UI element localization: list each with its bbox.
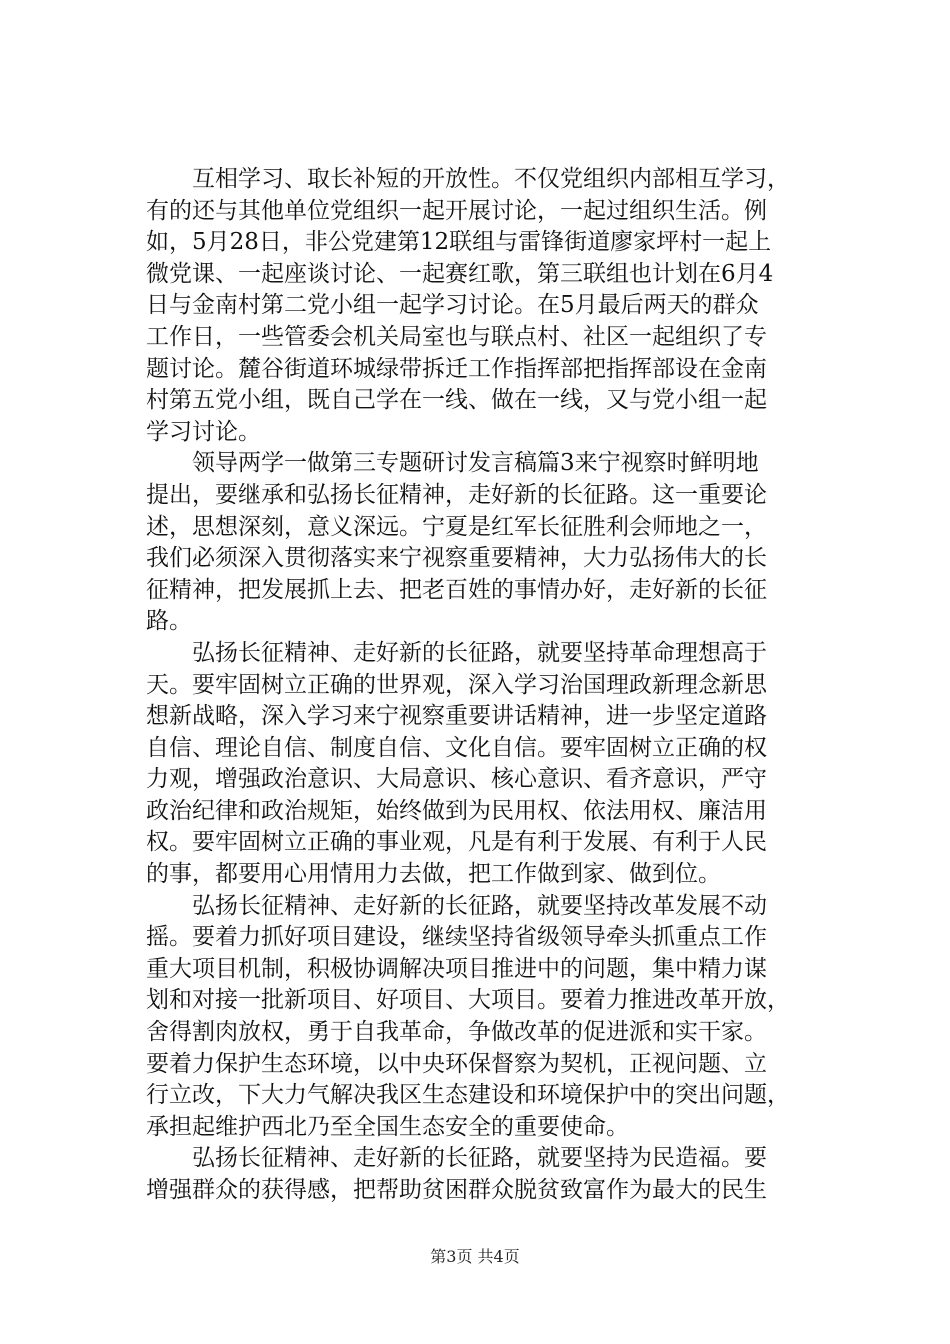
text-line: 弘扬长征精神、走好新的长征路，就要坚持改革发展不动 (146, 892, 767, 919)
text-line: 的事，都要用心用情用力去做，把工作做到家、做到位。 (146, 861, 721, 888)
text-line: 权。要牢固树立正确的事业观，凡是有利于发展、有利于人民 (146, 829, 767, 856)
text-line: 互相学习、取长补短的开放性。不仅党组织内部相互学习， (146, 166, 790, 192)
text-line: 重大项目机制，积极协调解决项目推进中的问题，集中精力谋 (146, 955, 767, 982)
text-line: 行立改，下大力气解决我区生态建设和环境保护中的突出问题， (146, 1082, 790, 1109)
text-line: 摇。要着力抓好项目建设，继续坚持省级领导牵头抓重点工作 (146, 924, 767, 951)
text-line: 日与金南村第二党小组一起学习讨论。在5月最后两天的群众 (146, 292, 759, 319)
text-line: 政治纪律和政治规矩，始终做到为民用权、依法用权、廉洁用 (146, 797, 767, 824)
text-line: 承担起维护西北乃至全国生态安全的重要使命。 (146, 1113, 629, 1140)
body-text (146, 164, 846, 1207)
text-line: 弘扬长征精神、走好新的长征路，就要坚持革命理想高于 (146, 639, 767, 666)
text-line: 村第五党小组，既自己学在一线、做在一线，又与党小组一起 (146, 387, 767, 414)
text-line: 工作日，一些管委会机关局室也与联点村、社区一起组织了专 (146, 323, 767, 350)
text-line: 我们必须深入贯彻落实来宁视察重要精神，大力弘扬伟大的长 (146, 545, 767, 572)
text-line: 舍得割肉放权，勇于自我革命，争做改革的促进派和实干家。 (146, 1019, 767, 1046)
text-line: 要着力保护生态环境，以中央环保督察为契机，正视问题、立 (146, 1050, 767, 1077)
text-line: 领导两学一做第三专题研讨发言稿篇3来宁视察时鲜明地 (146, 450, 759, 477)
text-line: 弘扬长征精神、走好新的长征路，就要坚持为民造福。要 (146, 1145, 767, 1172)
text-line: 提出，要继承和弘扬长征精神，走好新的长征路。这一重要论 (146, 481, 767, 508)
text-line: 征精神，把发展抓上去、把老百姓的事情办好，走好新的长征 (146, 576, 767, 603)
text-line: 天。要牢固树立正确的世界观，深入学习治国理政新理念新思 (146, 671, 767, 698)
text-line: 述，思想深刻，意义深远。宁夏是红军长征胜利会师地之一， (146, 513, 767, 540)
text-line: 微党课、一起座谈讨论、一起赛红歌，第三联组也计划在6月4 (146, 260, 774, 287)
text-line: 自信、理论自信、制度自信、文化自信。要牢固树立正确的权 (146, 734, 767, 761)
text-line: 路。 (146, 608, 192, 635)
text-line: 想新战略，深入学习来宁视察重要讲话精神，进一步坚定道路 (146, 703, 767, 730)
page-footer: 第3页 共4页 (430, 1247, 520, 1266)
text-line: 力观，增强政治意识、大局意识、核心意识、看齐意识，严守 (146, 766, 767, 793)
text-line: 学习讨论。 (146, 418, 261, 445)
text-line: 划和对接一批新项目、好项目、大项目。要着力推进改革开放， (146, 987, 790, 1014)
text-line: 增强群众的获得感，把帮助贫困群众脱贫致富作为最大的民生 (146, 1177, 767, 1203)
text-line: 题讨论。麓谷街道环城绿带拆迁工作指挥部把指挥部设在金南 (146, 355, 767, 382)
text-line: 如，5月28日，非公党建第12联组与雷锋街道廖家坪村一起上 (146, 229, 772, 256)
text-line: 有的还与其他单位党组织一起开展讨论，一起过组织生活。例 (146, 197, 767, 224)
